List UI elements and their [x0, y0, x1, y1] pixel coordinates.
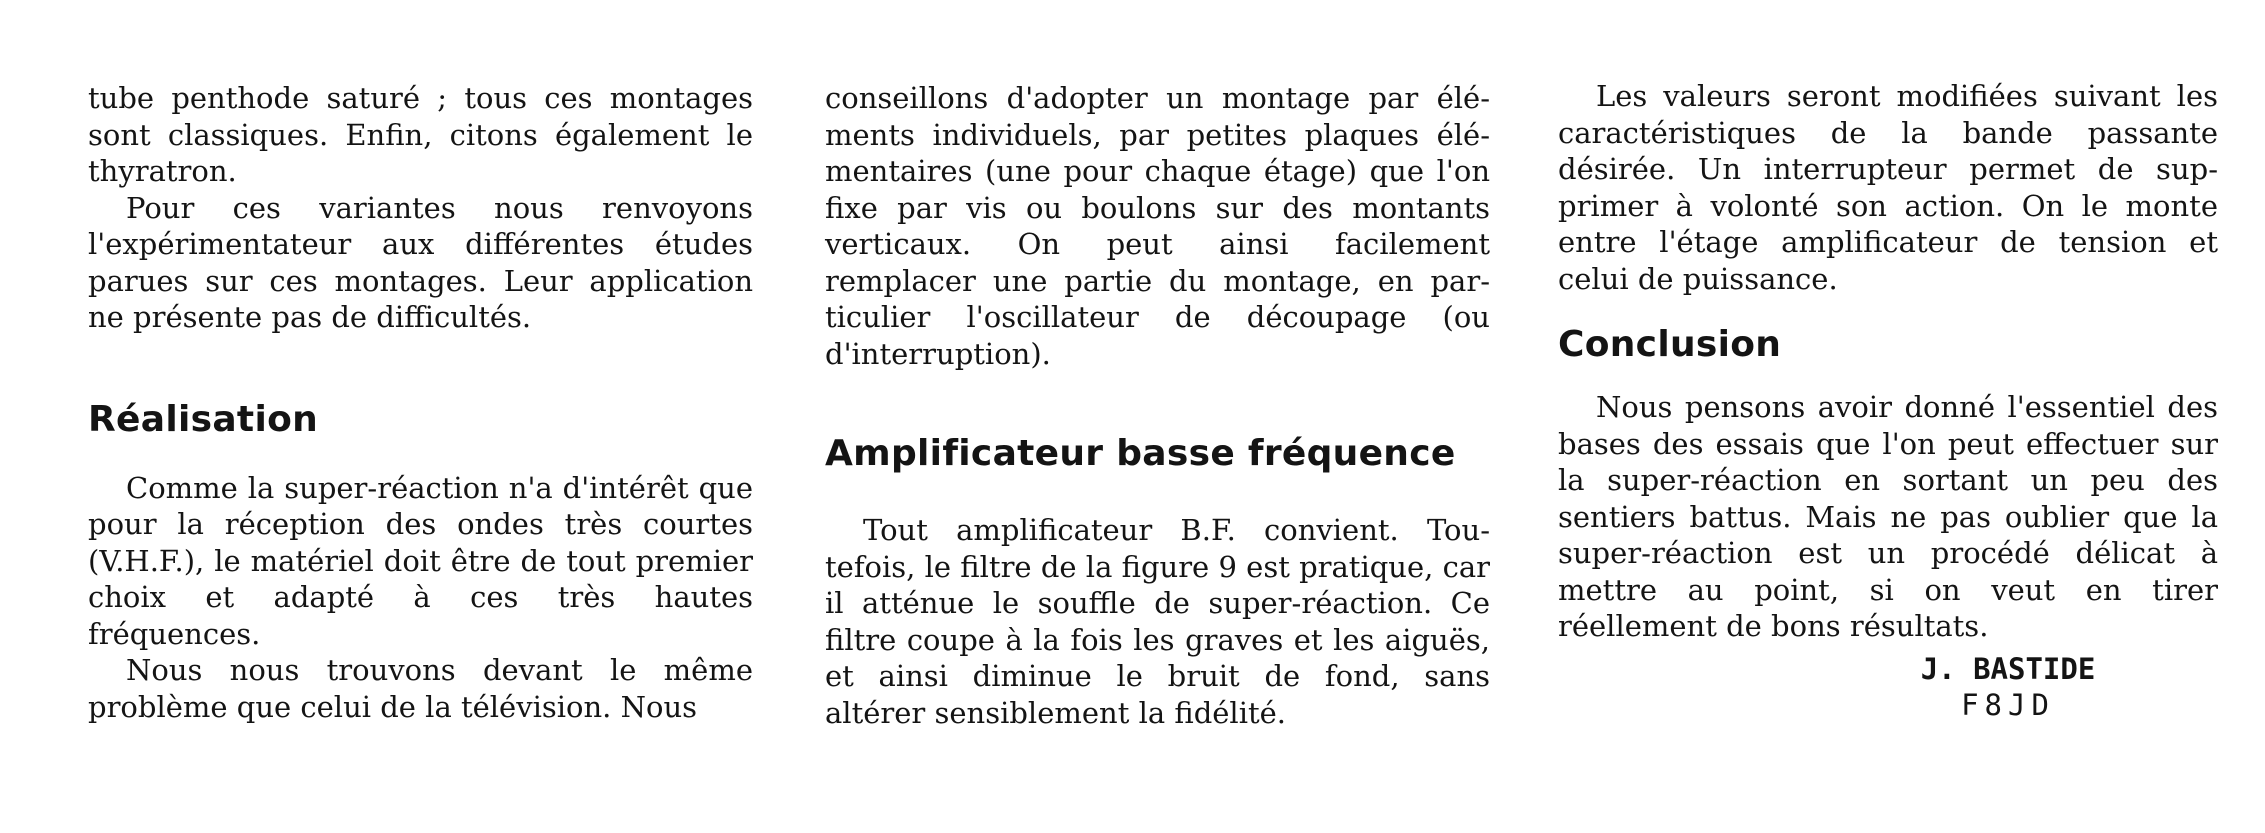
author-name: J. BASTIDE — [1920, 651, 2096, 686]
variants-paragraph: Pour ces variantes nous renvoyons l'expérimentateur aux différentes études parues sur ces montages. Leur application ne présente pas de difficultés. — [88, 190, 753, 334]
amplifier-paragraph: Tout amplificateur B.F. convient. Toutefois, le filtre de la figure 9 est pratique, car il atténue le souffle de super-réaction. Ce filtre coupe à la fois les graves et les aiguës, et ainsi diminue le bruit de fond, sans altérer sensiblement la fidélité. — [825, 513, 1490, 730]
continuation-paragraph: conseillons d'adopter un montage par éléments individuels, par petites plaques élémentaires (une pour chaque étage) que l'on fixe par vis ou boulons sur des montants verticaux. On peut ainsi facilement remplacer une partie du montage, en particulier l'oscillateur de découpage (ou d'interruption). — [825, 81, 1490, 371]
heading-conclusion: Conclusion — [1558, 324, 1782, 365]
text-column-2 — [825, 80, 1490, 731]
intro-paragraph: tube penthode saturé ; tous ces montages sont classiques. Enfin, citons également le thyratron. — [88, 81, 753, 188]
text-column-3 — [1558, 78, 2218, 723]
realisation-paragraph-2: Nous nous trouvons devant le même problème que celui de la télévision. Nous — [88, 653, 753, 724]
author-callsign: F8JD — [1961, 687, 2055, 722]
conclusion-paragraph: Nous pensons avoir donné l'essentiel des bases des essais que l'on peut effectuer sur la super-réaction en sortant un peu des sentiers battus. Mais ne pas oublier que la super-réaction est un procédé délicat à mettre au point, si on veut en tirer réellement de bons résultats. — [1558, 390, 2218, 643]
heading-amplifier: Amplificateur basse fréquence — [825, 433, 1456, 474]
author-signature — [1888, 651, 2128, 723]
values-paragraph: Les valeurs seront modifiées suivant les caractéristiques de la bande passante désirée. Un interrupteur permet de supprimer à volonté son action. On le monte entre l'étage amplificateur de tension et celui de puissance. — [1558, 79, 2218, 296]
heading-realisation: Réalisation — [88, 398, 319, 440]
realisation-paragraph-1: Comme la super-réaction n'a d'intérêt que pour la réception des ondes très courtes (V.H.F.), le matériel doit être de tout premier choix et adapté à ces très hautes fréquences. — [88, 470, 753, 651]
text-column-1 — [88, 80, 753, 725]
